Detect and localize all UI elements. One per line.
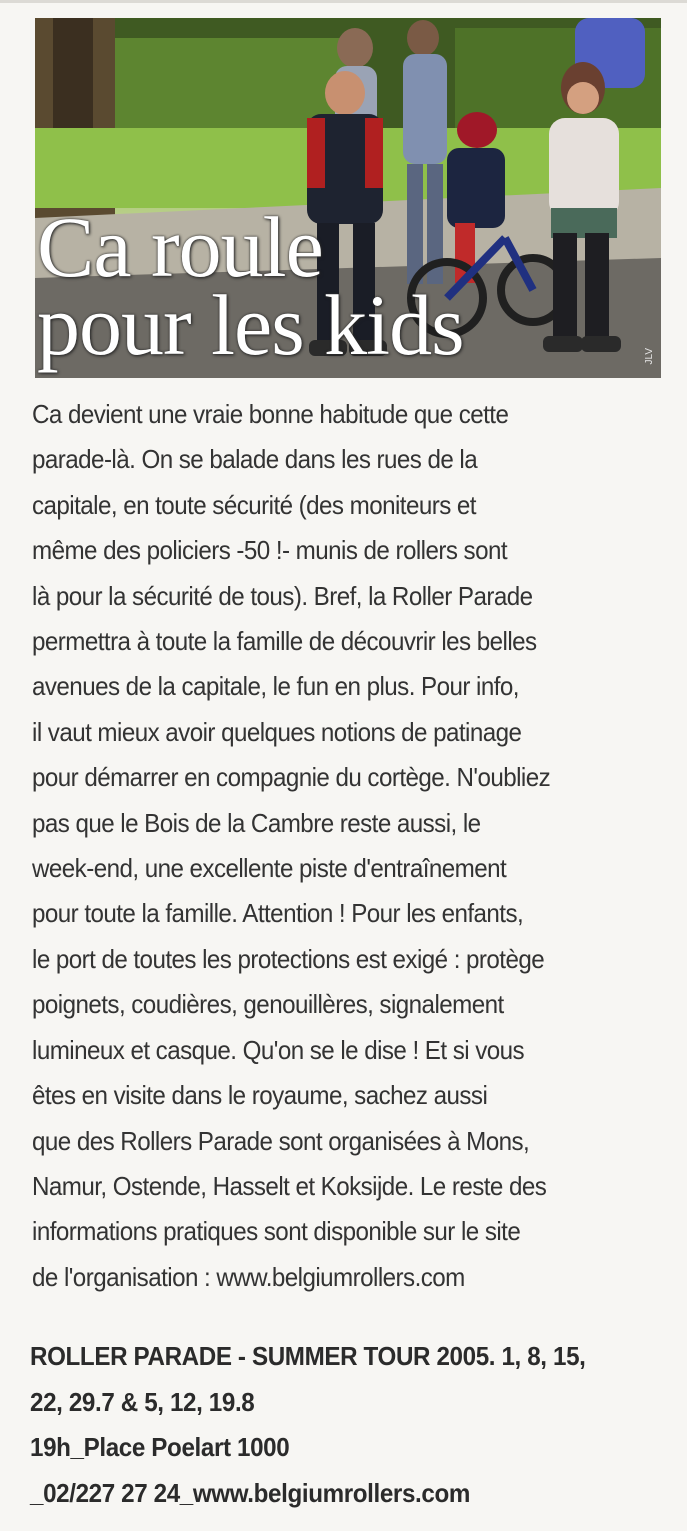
body-line: Namur, Ostende, Hasselt et Koksijde. Le reste des [32, 1170, 547, 1201]
event-info-line: _02/227 27 24_www.belgiumrollers.com [30, 1477, 470, 1508]
body-line: capitale, en toute sécurité (des moniteurs et [32, 489, 476, 520]
body-line: informations pratiques sont disponible sur le site [32, 1216, 521, 1247]
body-line: là pour la sécurité de tous). Bref, la Roller Parade [32, 580, 533, 611]
body-line: êtes en visite dans le royaume, sachez aussi [32, 1080, 488, 1111]
body-line: même des policiers -50 !- munis de rollers sont [32, 535, 508, 566]
article-body [32, 392, 618, 1300]
title-line-1: Ca roule [37, 199, 323, 295]
body-line: avenues de la capitale, le fun en plus. Pour info, [32, 671, 519, 702]
body-line: de l'organisation : www.belgiumrollers.com [32, 1261, 465, 1292]
body-line: le port de toutes les protections est exigé : protège [32, 943, 545, 974]
body-line: Ca devient une vraie bonne habitude que cette [32, 399, 509, 429]
body-line: parade-là. On se balade dans les rues de la [32, 444, 478, 475]
event-info-line: 22, 29.7 & 5, 12, 19.8 [30, 1386, 255, 1417]
body-line: pour démarrer en compagnie du cortège. N'oubliez [32, 762, 551, 793]
body-line: que des Rollers Parade sont organisées à Mons, [32, 1125, 530, 1156]
body-line: poignets, coudières, genouillères, signalement [32, 989, 504, 1020]
body-line: il vaut mieux avoir quelques notions de patinage [32, 716, 522, 747]
body-line: week-end, une excellente piste d'entraînement [32, 853, 507, 884]
body-line: pour toute la famille. Attention ! Pour les enfants, [32, 898, 524, 929]
body-line: lumineux et casque. Qu'on se le dise ! Et si vous [32, 1034, 525, 1065]
article-title [37, 199, 464, 373]
event-info-block [30, 1334, 625, 1516]
article-photo [35, 18, 661, 378]
page-top-border [0, 0, 687, 3]
body-line: pas que le Bois de la Cambre reste aussi, le [32, 807, 481, 838]
body-line: permettra à toute la famille de découvrir les belles [32, 626, 537, 657]
event-info-line: 19h_Place Poelart 1000 [30, 1432, 290, 1462]
event-info-line: ROLLER PARADE - SUMMER TOUR 2005. 1, 8, 15, [30, 1341, 586, 1371]
title-line-2: pour les kids [37, 277, 464, 373]
photo-credit: JLV [644, 347, 655, 364]
